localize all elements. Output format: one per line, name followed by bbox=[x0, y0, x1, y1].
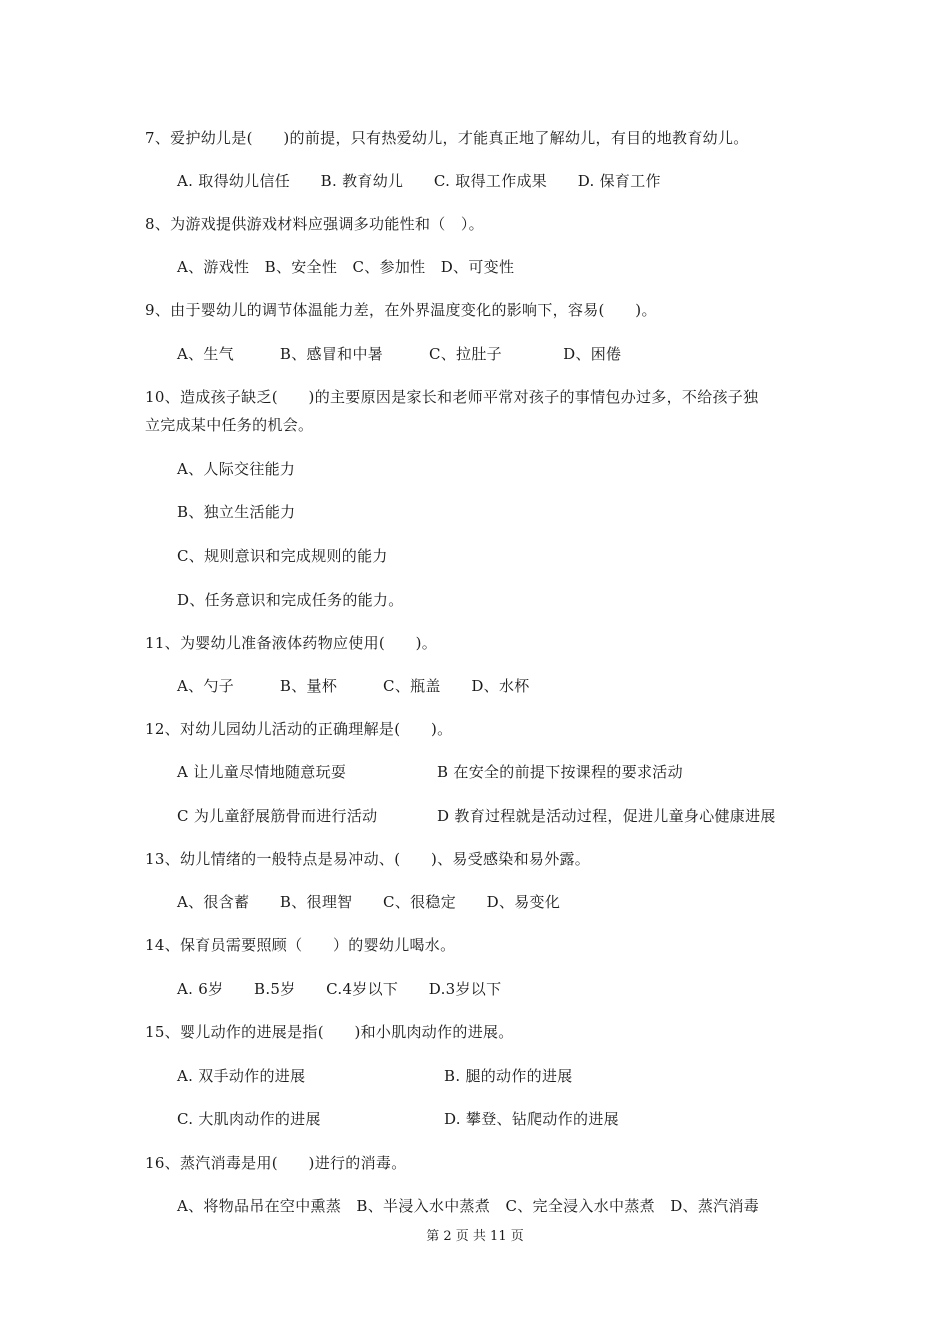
question-12-option-d: D 教育过程就是活动过程，促进儿童身心健康进展 bbox=[437, 807, 776, 825]
question-10-stem-line2: 立完成某中任务的机会。 bbox=[145, 416, 314, 434]
question-10-option-a: A、人际交往能力 bbox=[177, 460, 296, 478]
question-12-option-c: C 为儿童舒展筋骨而进行活动 bbox=[177, 807, 378, 825]
question-14-stem: 14、保育员需要照顾（ ）的婴幼儿喝水。 bbox=[145, 936, 456, 954]
question-11-stem: 11、为婴幼儿准备液体药物应使用( )。 bbox=[145, 634, 438, 652]
question-11-options: A、勺子 B、量杯 C、瓶盖 D、水杯 bbox=[177, 677, 530, 695]
question-16-options: A、将物品吊在空中熏蒸 B、半浸入水中蒸煮 C、完全浸入水中蒸煮 D、蒸汽消毒 bbox=[177, 1197, 760, 1215]
question-14-options: A. 6岁 B.5岁 C.4岁以下 D.3岁以下 bbox=[177, 980, 502, 998]
question-7-options: A. 取得幼儿信任 B. 教育幼儿 C. 取得工作成果 D. 保育工作 bbox=[177, 172, 661, 190]
question-10-option-b: B、独立生活能力 bbox=[177, 503, 296, 521]
question-9-stem: 9、由于婴幼儿的调节体温能力差，在外界温度变化的影响下，容易( )。 bbox=[145, 301, 657, 319]
question-15-option-a: A. 双手动作的进展 bbox=[177, 1067, 306, 1085]
question-8-options: A、游戏性 B、安全性 C、参加性 D、可变性 bbox=[177, 258, 515, 276]
question-16-stem: 16、蒸汽消毒是用( )进行的消毒。 bbox=[145, 1154, 407, 1172]
question-15-option-b: B. 腿的动作的进展 bbox=[444, 1067, 573, 1085]
question-12-option-a: A 让儿童尽情地随意玩耍 bbox=[177, 763, 347, 781]
question-13-options: A、很含蓄 B、很理智 C、很稳定 D、易变化 bbox=[177, 893, 561, 911]
question-15-option-c: C. 大肌肉动作的进展 bbox=[177, 1110, 321, 1128]
question-15-stem: 15、婴儿动作的进展是指( )和小肌肉动作的进展。 bbox=[145, 1023, 514, 1041]
question-13-stem: 13、幼儿情绪的一般特点是易冲动、( )、易受感染和易外露。 bbox=[145, 850, 591, 868]
question-7-stem: 7、爱护幼儿是( )的前提，只有热爱幼儿，才能真正地了解幼儿，有目的地教育幼儿。 bbox=[145, 129, 749, 147]
question-8-stem: 8、为游戏提供游戏材料应强调多功能性和（ ）。 bbox=[145, 215, 484, 233]
question-12-stem: 12、对幼儿园幼儿活动的正确理解是( )。 bbox=[145, 720, 453, 738]
question-10-stem-line1: 10、造成孩子缺乏( )的主要原因是家长和老师平常对孩子的事情包办过多，不给孩子独 bbox=[145, 388, 759, 406]
question-10-option-c: C、规则意识和完成规则的能力 bbox=[177, 547, 388, 565]
question-10-option-d: D、任务意识和完成任务的能力。 bbox=[177, 591, 404, 609]
question-15-option-d: D. 攀登、钻爬动作的进展 bbox=[444, 1110, 619, 1128]
question-9-options: A、生气 B、感冒和中暑 C、拉肚子 D、困倦 bbox=[177, 345, 622, 363]
page-footer: 第 2 页 共 11 页 bbox=[426, 1229, 524, 1244]
question-12-option-b: B 在安全的前提下按课程的要求活动 bbox=[437, 763, 683, 781]
